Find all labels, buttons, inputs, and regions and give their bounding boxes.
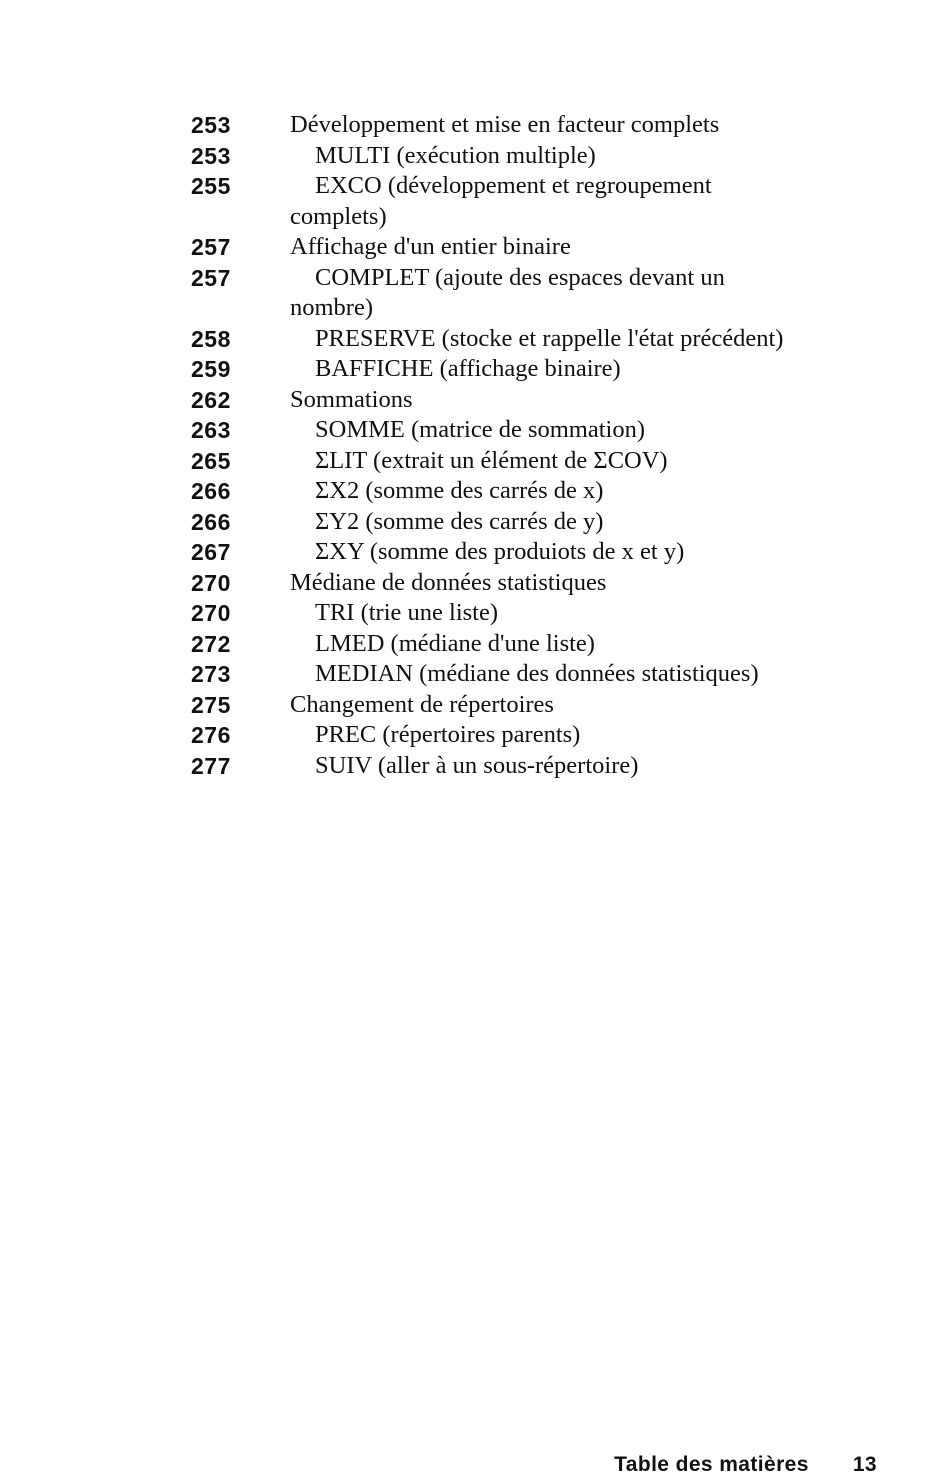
toc-subentry-title [290,507,891,538]
toc-entry-line: EXCO (développement et regroupement [315,172,712,199]
toc-page-number: 263 [191,417,231,443]
toc-entry-line: ΣX2 (somme des carrés de x) [315,477,604,504]
toc-entry-continuation: complets) [290,202,387,230]
toc-page-number: 257 [191,264,231,291]
toc-subentry-title [290,629,891,660]
toc-entry [191,507,891,538]
toc-entry-line: COMPLET (ajoute des espaces devant un [315,263,725,291]
toc-entry-line: Affichage d'un entier binaire [290,233,571,260]
toc-entry [191,324,891,355]
toc-entry-line: Changement de répertoires [290,690,554,718]
toc-entry [191,629,891,660]
toc-subentry-title [290,446,891,477]
toc-section-title [290,110,891,141]
toc-entry-line: BAFFICHE (affichage binaire) [315,355,621,382]
toc-entry [191,141,891,172]
toc-entry [191,537,891,568]
toc-page-number: 276 [191,722,231,748]
toc-page-number: 277 [191,752,231,779]
toc-page-number: 253 [191,112,231,138]
toc-section-title [290,232,891,263]
toc-page-number: 272 [191,630,231,657]
toc-page-number: 275 [191,691,231,718]
toc-subentry-title [290,354,891,385]
toc-entry [191,659,891,690]
toc-entry-continuation: nombre) [290,294,373,321]
toc-page-number: 253 [191,142,231,169]
toc-subentry-title [290,171,891,232]
toc-entry-line: MEDIAN (médiane des données statistiques) [315,660,759,687]
toc-entry-line: LMED (médiane d'une liste) [315,629,595,657]
toc-page-number: 262 [191,386,231,413]
toc-entry-line: ΣY2 (somme des carrés de y) [315,507,604,535]
toc-subentry-title [290,415,891,446]
toc-entry [191,415,891,446]
toc-page-number: 257 [191,234,231,260]
toc-subentry-title [290,324,891,355]
toc-page-number: 266 [191,508,231,535]
toc-page-number: 270 [191,600,231,626]
toc-subentry-title [290,263,891,324]
toc-entry-line: TRI (trie une liste) [315,599,499,626]
toc-subentry-title [290,751,891,782]
toc-entry [191,263,891,324]
toc-page-number: 259 [191,356,231,382]
toc-entry-line: SUIV (aller à un sous-répertoire) [315,751,639,779]
toc-section-title [290,385,891,416]
toc-entry-line: ΣXY (somme des produiots de x et y) [315,538,685,565]
toc-subentry-title [290,476,891,507]
toc-subentry-title [290,537,891,568]
toc-entry-line: Médiane de données statistiques [290,568,607,596]
toc-entry [191,110,891,141]
toc-page-number: 258 [191,325,231,352]
toc-entry [191,171,891,232]
toc-entry-line: Sommations [290,385,413,413]
toc-entry-line: ΣLIT (extrait un élément de ΣCOV) [315,446,668,474]
toc-page-number: 270 [191,569,231,596]
toc-subentry-title [290,720,891,751]
toc-entry [191,720,891,751]
running-title: Table des matières [614,1453,809,1476]
toc-entry-line: SOMME (matrice de sommation) [315,416,646,443]
toc-entry [191,446,891,477]
toc-subentry-title [290,659,891,690]
toc-entry [191,598,891,629]
toc-entry [191,751,891,782]
page-footer [614,1450,877,1480]
toc-entry-line: Développement et mise en facteur complets [290,111,720,138]
toc-entry [191,385,891,416]
toc-entry [191,690,891,721]
toc-entry-line: PRESERVE (stocke et rappelle l'état précédent) [315,324,784,352]
table-of-contents [191,110,891,781]
toc-entry [191,476,891,507]
toc-entry [191,354,891,385]
toc-section-title [290,568,891,599]
toc-entry-line: PREC (répertoires parents) [315,721,581,748]
toc-page-number: 267 [191,539,231,565]
toc-page-number: 255 [191,173,231,199]
page-number: 13 [852,1453,877,1476]
toc-section-title [290,690,891,721]
toc-entry [191,568,891,599]
toc-page-number: 265 [191,447,231,474]
toc-page-number: 266 [191,478,231,504]
toc-entry [191,232,891,263]
toc-subentry-title [290,598,891,629]
toc-entry-line: MULTI (exécution multiple) [315,141,596,169]
toc-page-number: 273 [191,661,231,687]
toc-subentry-title [290,141,891,172]
